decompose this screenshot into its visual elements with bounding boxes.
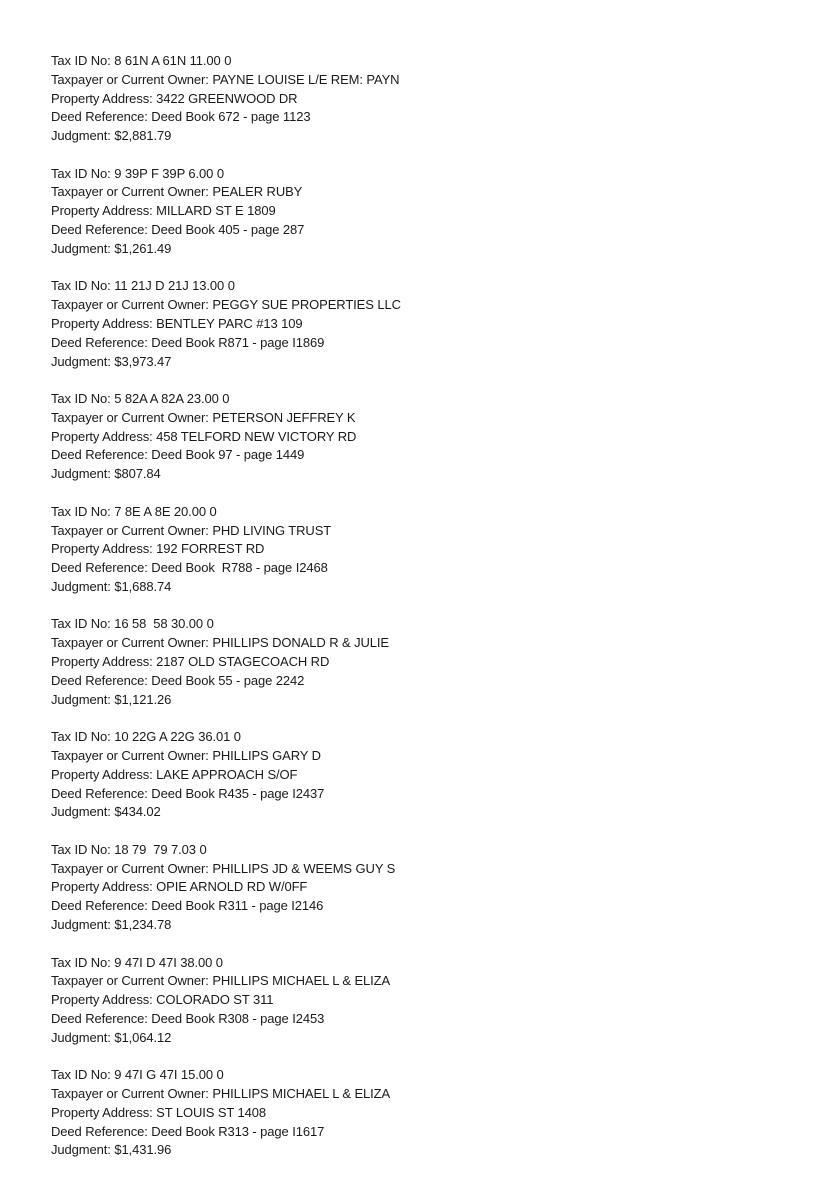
address-value: 3422 GREENWOOD DR: [156, 90, 298, 106]
tax-id-line: [51, 615, 811, 634]
tax-id-value: 9 39P F 39P 6.00 0: [114, 165, 224, 181]
owner-label: Taxpayer or Current Owner:: [51, 184, 213, 200]
owner-value: PHILLIPS DONALD R & JULIE: [212, 635, 389, 651]
owner-line: [51, 747, 811, 766]
address-line: [51, 90, 811, 109]
deed-line: [51, 221, 811, 240]
address-line: [51, 878, 811, 897]
owner-line: [51, 634, 811, 653]
tax-id-label: Tax ID No:: [51, 503, 115, 519]
tax-id-label: Tax ID No:: [51, 1067, 115, 1083]
tax-id-value: 10 22G A 22G 36.01 0: [114, 729, 241, 745]
owner-label: Taxpayer or Current Owner:: [51, 1085, 213, 1101]
deed-line: [51, 446, 811, 465]
address-label: Property Address:: [51, 90, 157, 106]
deed-line: [51, 559, 811, 578]
deed-label: Deed Reference:: [51, 447, 152, 463]
tax-id-line: [51, 52, 811, 71]
owner-value: PHD LIVING TRUST: [212, 522, 332, 538]
tax-record: [51, 841, 811, 954]
deed-value: Deed Book 672 - page 1123: [151, 109, 311, 125]
deed-label: Deed Reference:: [51, 222, 152, 238]
tax-id-value: 16 58 58 30.00 0: [114, 616, 214, 632]
address-value: COLORADO ST 311: [156, 992, 274, 1008]
owner-value: PEGGY SUE PROPERTIES LLC: [212, 297, 401, 313]
judgment-line: [51, 465, 811, 484]
tax-id-label: Tax ID No:: [51, 954, 115, 970]
owner-line: [51, 860, 811, 879]
address-label: Property Address:: [51, 428, 157, 444]
owner-line: [51, 71, 811, 90]
judgment-label: Judgment:: [51, 804, 115, 820]
owner-label: Taxpayer or Current Owner:: [51, 522, 213, 538]
tax-record: [51, 615, 811, 728]
owner-line: [51, 522, 811, 541]
deed-line: [51, 785, 811, 804]
owner-line: [51, 972, 811, 991]
address-value: 458 TELFORD NEW VICTORY RD: [156, 428, 357, 444]
deed-label: Deed Reference:: [51, 109, 152, 125]
address-line: [51, 428, 811, 447]
tax-id-label: Tax ID No:: [51, 53, 115, 68]
tax-id-label: Tax ID No:: [51, 841, 115, 857]
owner-value: PHILLIPS MICHAEL L & ELIZA: [212, 973, 391, 989]
address-value: 2187 OLD STAGECOACH RD: [156, 654, 330, 670]
tax-id-line: [51, 1066, 811, 1085]
judgment-value: $2,881.79: [114, 128, 172, 144]
tax-id-value: 5 82A A 82A 23.00 0: [114, 391, 230, 407]
address-line: [51, 653, 811, 672]
owner-label: Taxpayer or Current Owner:: [51, 747, 213, 763]
address-value: BENTLEY PARC #13 109: [156, 315, 303, 331]
tax-record: [51, 1066, 811, 1179]
tax-id-value: 8 61N A 61N 11.00 0: [114, 53, 232, 68]
tax-id-line: [51, 841, 811, 860]
deed-value: Deed Book R308 - page I2453: [151, 1010, 325, 1026]
address-line: [51, 540, 811, 559]
owner-value: PHILLIPS JD & WEEMS GUY S: [212, 860, 396, 876]
judgment-line: [51, 578, 811, 597]
judgment-value: $1,121.26: [114, 691, 172, 707]
tax-id-line: [51, 165, 811, 184]
tax-record: [51, 277, 811, 390]
deed-line: [51, 672, 811, 691]
judgment-line: [51, 353, 811, 372]
tax-record: [51, 390, 811, 503]
deed-label: Deed Reference:: [51, 1010, 152, 1026]
owner-line: [51, 296, 811, 315]
deed-value: Deed Book 405 - page 287: [151, 222, 305, 238]
address-label: Property Address:: [51, 766, 157, 782]
owner-value: PETERSON JEFFREY K: [212, 409, 356, 425]
owner-value: PEALER RUBY: [212, 184, 303, 200]
judgment-value: $1,234.78: [114, 917, 172, 932]
deed-label: Deed Reference:: [51, 898, 152, 914]
deed-line: [51, 897, 811, 916]
deed-label: Deed Reference:: [51, 334, 152, 350]
tax-record: [51, 728, 811, 841]
judgment-label: Judgment:: [51, 353, 115, 369]
deed-label: Deed Reference:: [51, 1123, 152, 1139]
deed-line: [51, 334, 811, 353]
address-value: 192 FORREST RD: [156, 541, 265, 557]
owner-label: Taxpayer or Current Owner:: [51, 71, 213, 87]
address-value: MILLARD ST E 1809: [156, 203, 276, 219]
tax-record: [51, 503, 811, 616]
judgment-value: $434.02: [114, 804, 161, 820]
deed-value: Deed Book R788 - page I2468: [151, 560, 328, 576]
owner-label: Taxpayer or Current Owner:: [51, 635, 213, 651]
owner-label: Taxpayer or Current Owner:: [51, 409, 213, 425]
address-line: [51, 1104, 811, 1123]
owner-value: PAYNE LOUISE L/E REM: PAYN: [212, 71, 400, 87]
tax-id-label: Tax ID No:: [51, 729, 115, 745]
tax-id-line: [51, 390, 811, 409]
deed-value: Deed Book R435 - page I2437: [151, 785, 325, 801]
address-label: Property Address:: [51, 1104, 157, 1120]
tax-id-label: Tax ID No:: [51, 616, 115, 632]
judgment-value: $1,688.74: [114, 578, 172, 594]
judgment-value: $807.84: [114, 466, 161, 482]
deed-value: Deed Book R311 - page I2146: [151, 898, 324, 914]
address-label: Property Address:: [51, 879, 157, 895]
judgment-value: $1,064.12: [114, 1029, 172, 1045]
deed-label: Deed Reference:: [51, 785, 152, 801]
deed-value: Deed Book R313 - page I1617: [151, 1123, 325, 1139]
address-value: ST LOUIS ST 1408: [156, 1104, 267, 1120]
judgment-line: [51, 127, 811, 146]
tax-record: [51, 165, 811, 278]
tax-id-line: [51, 728, 811, 747]
deed-line: [51, 108, 811, 127]
owner-label: Taxpayer or Current Owner:: [51, 860, 213, 876]
judgment-label: Judgment:: [51, 691, 115, 707]
tax-id-label: Tax ID No:: [51, 278, 115, 294]
address-value: OPIE ARNOLD RD W/0FF: [156, 879, 308, 895]
deed-line: [51, 1010, 811, 1029]
owner-line: [51, 409, 811, 428]
document-page: [51, 52, 811, 1179]
owner-value: PHILLIPS MICHAEL L & ELIZA: [212, 1085, 391, 1101]
tax-id-label: Tax ID No:: [51, 165, 115, 181]
address-line: [51, 991, 811, 1010]
address-line: [51, 315, 811, 334]
tax-id-line: [51, 277, 811, 296]
deed-label: Deed Reference:: [51, 560, 152, 576]
tax-id-value: 18 79 79 7.03 0: [114, 841, 207, 857]
address-label: Property Address:: [51, 315, 157, 331]
judgment-line: [51, 1141, 811, 1160]
judgment-value: $1,261.49: [114, 240, 172, 256]
owner-line: [51, 183, 811, 202]
address-label: Property Address:: [51, 203, 157, 219]
judgment-value: $1,431.96: [114, 1142, 172, 1158]
judgment-label: Judgment:: [51, 466, 115, 482]
address-line: [51, 766, 811, 785]
judgment-label: Judgment:: [51, 1142, 115, 1158]
deed-label: Deed Reference:: [51, 672, 152, 688]
tax-id-value: 9 47I D 47I 38.00 0: [114, 954, 223, 970]
judgment-label: Judgment:: [51, 240, 115, 256]
deed-value: Deed Book 97 - page 1449: [151, 447, 305, 463]
owner-label: Taxpayer or Current Owner:: [51, 297, 213, 313]
tax-record: [51, 954, 811, 1067]
deed-value: Deed Book R871 - page I1869: [151, 334, 325, 350]
tax-record: [51, 52, 811, 165]
deed-value: Deed Book 55 - page 2242: [151, 672, 305, 688]
judgment-line: [51, 916, 811, 935]
owner-label: Taxpayer or Current Owner:: [51, 973, 213, 989]
judgment-value: $3,973.47: [114, 353, 172, 369]
address-label: Property Address:: [51, 992, 157, 1008]
address-label: Property Address:: [51, 541, 157, 557]
owner-line: [51, 1085, 811, 1104]
tax-id-value: 9 47I G 47I 15.00 0: [114, 1067, 224, 1083]
judgment-line: [51, 240, 811, 259]
address-value: LAKE APPROACH S/OF: [156, 766, 298, 782]
judgment-line: [51, 691, 811, 710]
address-label: Property Address:: [51, 654, 157, 670]
judgment-label: Judgment:: [51, 917, 115, 932]
tax-id-line: [51, 503, 811, 522]
judgment-label: Judgment:: [51, 1029, 115, 1045]
owner-value: PHILLIPS GARY D: [212, 747, 321, 763]
judgment-label: Judgment:: [51, 578, 115, 594]
judgment-line: [51, 1029, 811, 1048]
judgment-label: Judgment:: [51, 128, 115, 144]
tax-id-value: 7 8E A 8E 20.00 0: [114, 503, 217, 519]
deed-line: [51, 1123, 811, 1142]
tax-id-label: Tax ID No:: [51, 391, 115, 407]
tax-id-value: 11 21J D 21J 13.00 0: [114, 278, 235, 294]
address-line: [51, 202, 811, 221]
tax-id-line: [51, 954, 811, 973]
judgment-line: [51, 803, 811, 822]
